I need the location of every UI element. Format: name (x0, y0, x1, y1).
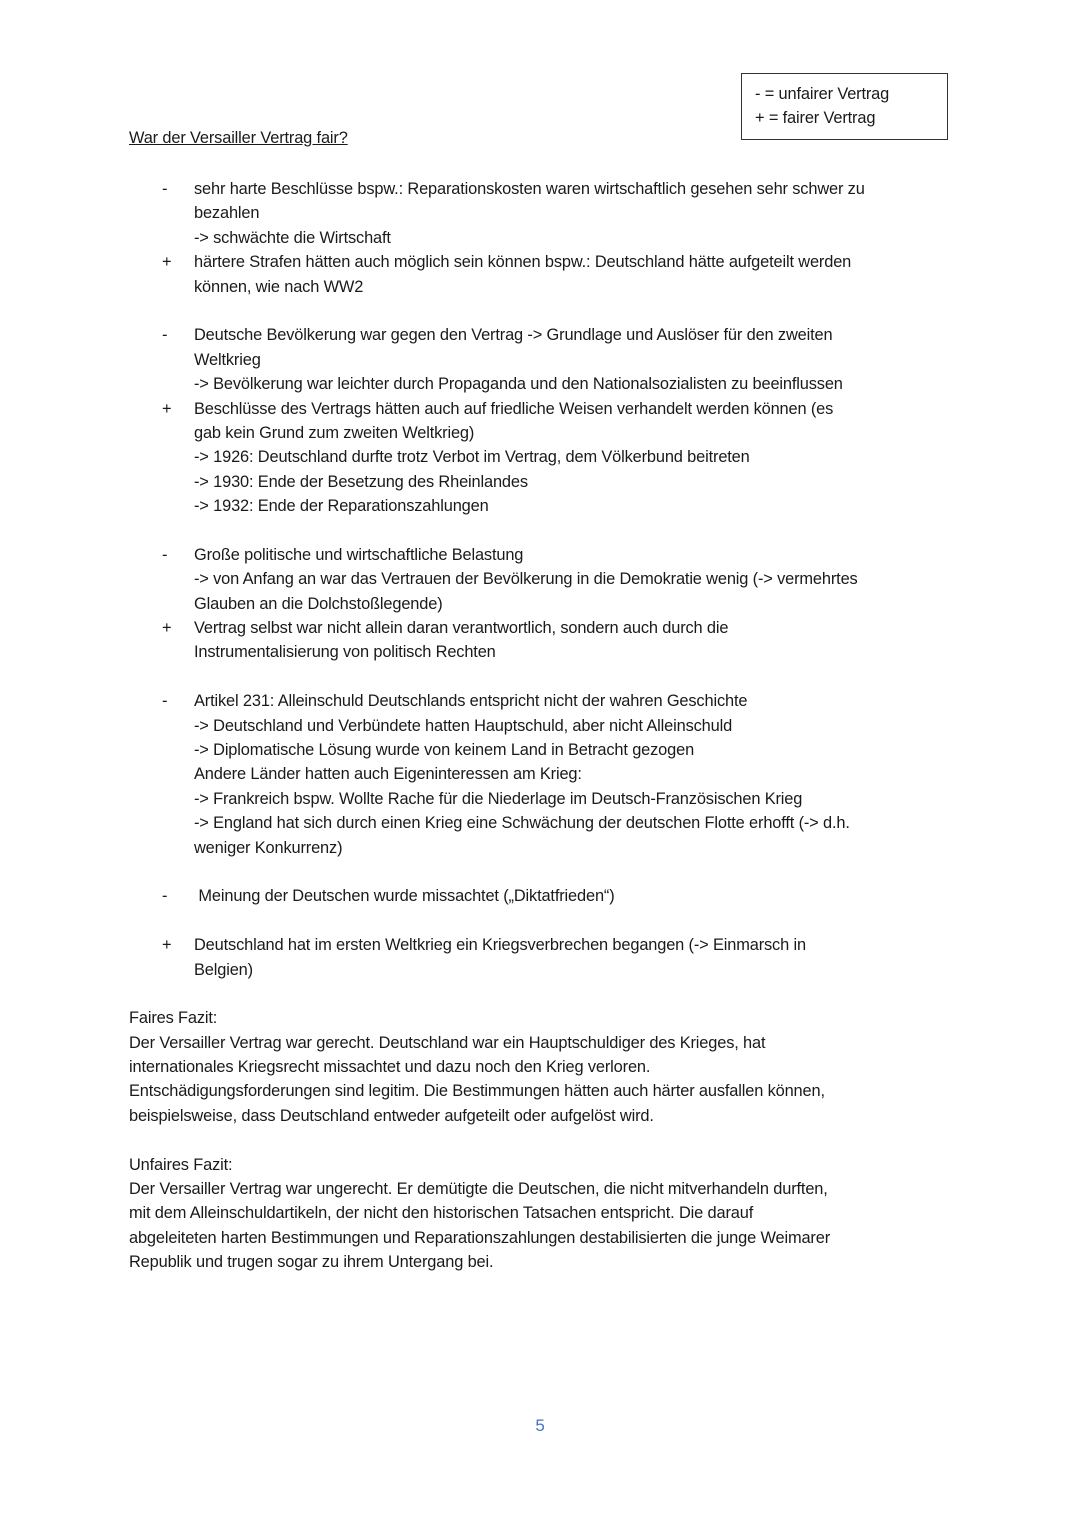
line-text: -> Bevölkerung war leichter durch Propaganda und den Nationalsozialisten zu beeinflussen (194, 375, 843, 394)
blank-line (0, 982, 1080, 1006)
list-item-line (0, 714, 1080, 738)
list-item-line (0, 640, 1080, 664)
list-item-line (0, 689, 1080, 713)
list-item-line (0, 762, 1080, 786)
plus-marker: + (162, 253, 172, 272)
list-item-line (0, 738, 1080, 762)
list-item-line (0, 397, 1080, 421)
list-item-line (0, 250, 1080, 274)
list-item-line (0, 494, 1080, 518)
line-text: weniger Konkurrenz) (194, 838, 343, 857)
paragraph-line (0, 1153, 1080, 1177)
list-item-line (0, 421, 1080, 445)
line-text: sehr harte Beschlüsse bspw.: Reparationskosten waren wirtschaftlich gesehen sehr schwer zu (194, 180, 865, 198)
list-item-line (0, 201, 1080, 225)
minus-marker: - (162, 180, 168, 198)
paragraph-line (0, 1006, 1080, 1030)
line-text: Meinung der Deutschen wurde missachtet („Diktatfrieden“) (194, 887, 615, 906)
plus-marker: + (162, 399, 172, 418)
list-item-line (0, 811, 1080, 835)
paragraph-line (0, 1104, 1080, 1128)
list-item-line (0, 958, 1080, 982)
line-text: internationales Kriegsrecht missachtet und dazu noch den Krieg verloren. (129, 1058, 651, 1077)
list-item-line (0, 836, 1080, 860)
list-item-line (0, 616, 1080, 640)
list-item-line (0, 592, 1080, 616)
minus-marker: - (162, 326, 168, 345)
blank-line (0, 909, 1080, 933)
line-text: -> Diplomatische Lösung wurde von keinem Land in Betracht gezogen (194, 740, 695, 759)
paragraph-line (0, 1177, 1080, 1201)
blank-line (0, 1128, 1080, 1152)
line-text: Instrumentalisierung von politisch Rechten (194, 643, 496, 662)
list-item-line (0, 275, 1080, 299)
line-text: Deutsche Bevölkerung war gegen den Vertrag -> Grundlage und Auslöser für den zweiten (194, 326, 833, 345)
minus-marker: - (162, 692, 168, 711)
blank-line (0, 518, 1080, 542)
plus-marker: + (162, 619, 172, 638)
list-item-line (0, 933, 1080, 957)
paragraph-line (0, 1226, 1080, 1250)
line-text: Republik und trugen sogar zu ihrem Untergang bei. (129, 1253, 494, 1272)
line-text: -> Deutschland und Verbündete hatten Hauptschuld, aber nicht Alleinschuld (194, 716, 733, 735)
page-number: 5 (535, 1416, 545, 1435)
blank-line (0, 665, 1080, 689)
list-item-line (0, 177, 1080, 201)
line-text: abgeleiteten harten Bestimmungen und Reparationszahlungen destabilisierten die junge Weimarer (129, 1228, 831, 1247)
line-text: -> England hat sich durch einen Krieg eine Schwächung der deutschen Flotte erhofft (-> d.h. (194, 814, 850, 833)
list-item-line (0, 567, 1080, 591)
list-item-line (0, 884, 1080, 908)
paragraph-line (0, 1201, 1080, 1225)
line-text: Artikel 231: Alleinschuld Deutschlands entspricht nicht der wahren Geschichte (194, 692, 748, 711)
list-item-line (0, 372, 1080, 396)
list-item-line (0, 445, 1080, 469)
plus-marker: + (162, 936, 172, 955)
line-text: -> Frankreich bspw. Wollte Rache für die Niederlage im Deutsch-Französischen Krieg (194, 789, 803, 808)
line-text: -> von Anfang an war das Vertrauen der Bevölkerung in die Demokratie wenig (-> vermehrtes (194, 570, 858, 589)
paragraph-line (0, 1055, 1080, 1079)
page-title: War der Versailler Vertrag fair? (129, 129, 348, 147)
line-text: bezahlen (194, 204, 260, 223)
line-text: gab kein Grund zum zweiten Weltkrieg) (194, 423, 475, 442)
line-text: -> schwächte die Wirtschaft (194, 228, 391, 247)
line-text: Unfaires Fazit: (129, 1155, 233, 1174)
line-text: -> 1930: Ende der Besetzung des Rheinlandes (194, 472, 528, 491)
line-text: Der Versailler Vertrag war gerecht. Deutschland war ein Hauptschuldiger des Krieges, hat (129, 1033, 766, 1052)
list-item-line (0, 787, 1080, 811)
minus-marker: - (162, 887, 168, 906)
line-text: Glauben an die Dolchstoßlegende) (194, 594, 443, 613)
minus-marker: - (162, 545, 168, 564)
line-text: Vertrag selbst war nicht allein daran verantwortlich, sondern auch durch die (194, 619, 729, 638)
list-item-line (0, 226, 1080, 250)
line-text: Andere Länder hatten auch Eigeninteressen am Krieg: (194, 765, 582, 784)
line-text: -> 1926: Deutschland durfte trotz Verbot im Vertrag, dem Völkerbund beitreten (194, 448, 750, 467)
list-item-line (0, 470, 1080, 494)
paragraph-line (0, 1250, 1080, 1274)
line-text: Belgien) (194, 960, 253, 979)
line-text: mit dem Alleinschuldartikeln, der nicht den historischen Tatsachen entspricht. Die darauf (129, 1204, 754, 1223)
line-text: Der Versailler Vertrag war ungerecht. Er demütigte die Deutschen, die nicht mitverhandeln durften, (129, 1180, 828, 1199)
line-text: Beschlüsse des Vertrags hätten auch auf friedliche Weisen verhandelt werden können (es (194, 399, 834, 418)
blank-line (0, 860, 1080, 884)
legend-plus: + = fairer Vertrag (755, 109, 876, 128)
line-text: -> 1932: Ende der Reparationszahlungen (194, 497, 489, 516)
list-item-line (0, 323, 1080, 347)
line-text: Deutschland hat im ersten Weltkrieg ein Kriegsverbrechen begangen (-> Einmarsch in (194, 936, 806, 955)
list-item-line (0, 348, 1080, 372)
document-body (0, 177, 1080, 1275)
line-text: härtere Strafen hätten auch möglich sein können bspw.: Deutschland hätte aufgeteilt werden (194, 253, 852, 272)
legend-box (741, 73, 948, 140)
line-text: Weltkrieg (194, 350, 261, 369)
blank-line (0, 299, 1080, 323)
paragraph-line (0, 1031, 1080, 1055)
line-text: beispielsweise, dass Deutschland entweder aufgeteilt oder aufgelöst wird. (129, 1106, 654, 1125)
paragraph-line (0, 1079, 1080, 1103)
line-text: Faires Fazit: (129, 1009, 218, 1028)
legend-minus: - = unfairer Vertrag (755, 85, 890, 103)
line-text: Entschädigungsforderungen sind legitim. Die Bestimmungen hätten auch härter ausfallen können, (129, 1082, 825, 1101)
line-text: können, wie nach WW2 (194, 277, 364, 296)
list-item-line (0, 543, 1080, 567)
line-text: Große politische und wirtschaftliche Belastung (194, 545, 524, 564)
